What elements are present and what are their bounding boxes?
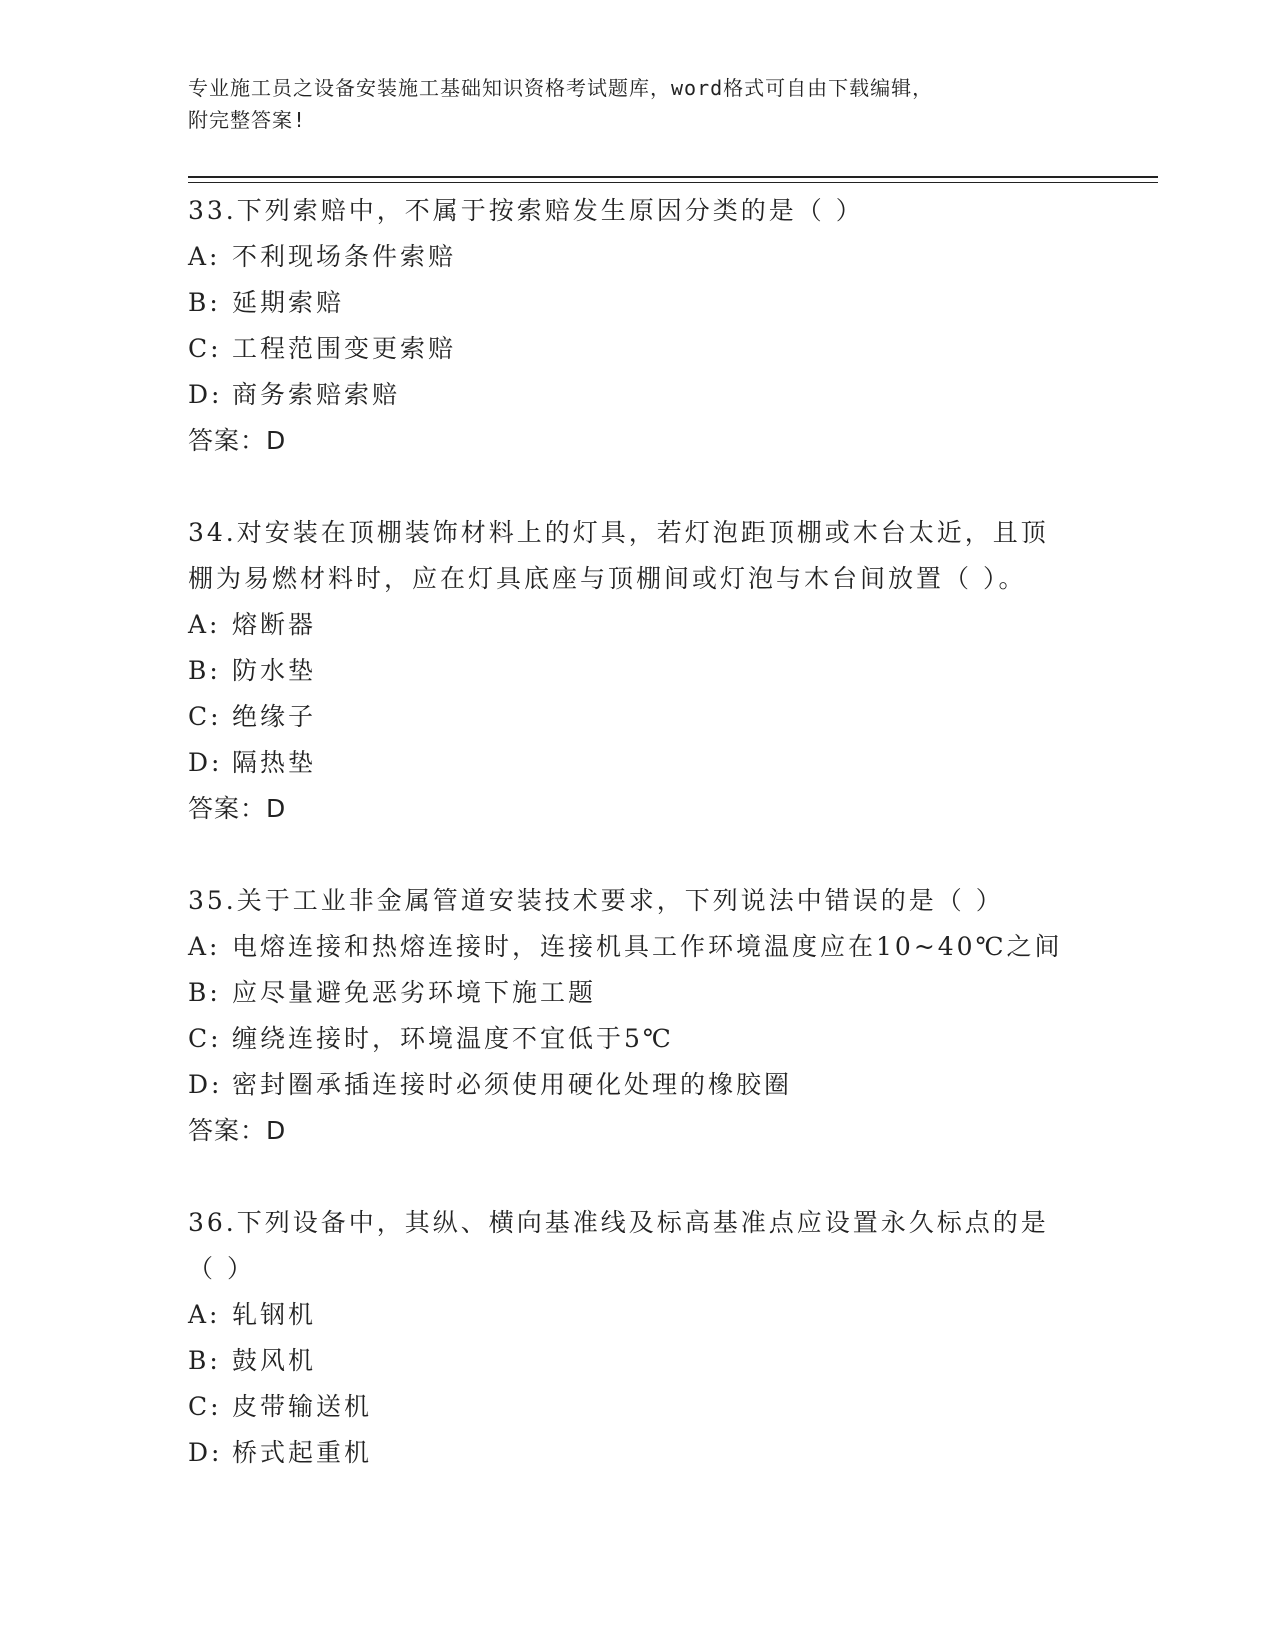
question-stem: 35.关于工业非金属管道安装技术要求，下列说法中错误的是（ ）	[188, 886, 1004, 915]
question-36	[188, 1200, 1088, 1476]
answer-line: 答案：D	[188, 426, 287, 455]
question-35	[188, 878, 1088, 1154]
option-text: 缠绕连接时，环境温度不宜低于5℃	[232, 1024, 674, 1053]
header-divider-thin	[188, 182, 1158, 183]
option-text: 应尽量避免恶劣环境下施工题	[232, 978, 597, 1007]
option-letter: C:	[188, 702, 222, 731]
question-33	[188, 188, 1088, 464]
option-letter: A:	[188, 932, 221, 961]
question-stem: 33.下列索赔中，不属于按索赔发生原因分类的是（ ）	[188, 196, 864, 225]
answer-line: 答案：D	[188, 1116, 287, 1145]
option-text: 熔断器	[232, 610, 317, 639]
option-a	[188, 1292, 1088, 1338]
option-text: 绝缘子	[232, 702, 317, 731]
option-letter: D:	[188, 1438, 223, 1467]
question-stem-line-1: 34.对安装在顶棚装饰材料上的灯具，若灯泡距顶棚或木台太近，且顶	[188, 518, 1049, 547]
option-letter: C:	[188, 334, 222, 363]
option-letter: C:	[188, 1392, 222, 1421]
option-text: 桥式起重机	[232, 1438, 373, 1467]
option-a	[188, 602, 1088, 648]
option-letter: A:	[188, 1300, 221, 1329]
option-letter: B:	[188, 288, 221, 317]
option-text: 工程范围变更索赔	[232, 334, 457, 363]
option-letter: C:	[188, 1024, 222, 1053]
option-text: 密封圈承插连接时必须使用硬化处理的橡胶圈	[232, 1070, 793, 1099]
option-c	[188, 326, 1088, 372]
option-letter: B:	[188, 1346, 221, 1375]
option-letter: D:	[188, 1070, 223, 1099]
option-d	[188, 1430, 1088, 1476]
option-c	[188, 694, 1088, 740]
option-text: 不利现场条件索赔	[232, 242, 457, 271]
option-text: 皮带输送机	[232, 1392, 373, 1421]
option-letter: D:	[188, 748, 223, 777]
option-letter: B:	[188, 978, 221, 1007]
option-a	[188, 924, 1088, 970]
option-text: 延期索赔	[232, 288, 345, 317]
option-b	[188, 280, 1088, 326]
option-d	[188, 372, 1088, 418]
option-letter: B:	[188, 656, 221, 685]
header-line-1: 专业施工员之设备安装施工基础知识资格考试题库，word格式可自由下载编辑，	[188, 76, 934, 100]
question-stem-line-1: 36.下列设备中，其纵、横向基准线及标高基准点应设置永久标点的是	[188, 1208, 1049, 1237]
answer-line: 答案：D	[188, 794, 287, 823]
option-letter: A:	[188, 610, 221, 639]
option-text: 电熔连接和热熔连接时，连接机具工作环境温度应在10~40℃之间	[232, 932, 1063, 961]
question-stem-line-2: （ ）	[188, 1254, 255, 1283]
option-letter: D:	[188, 380, 223, 409]
option-a	[188, 234, 1088, 280]
option-text: 轧钢机	[232, 1300, 317, 1329]
question-34	[188, 510, 1088, 832]
question-stem-line-2: 棚为易燃材料时，应在灯具底座与顶棚间或灯泡与木台间放置（ ）。	[188, 564, 1027, 593]
option-d	[188, 1062, 1088, 1108]
header-line-2: 附完整答案!	[188, 108, 307, 132]
option-text: 鼓风机	[232, 1346, 317, 1375]
option-d	[188, 740, 1088, 786]
option-b	[188, 970, 1088, 1016]
option-letter: A:	[188, 242, 221, 271]
option-b	[188, 1338, 1088, 1384]
header-divider-thick	[188, 176, 1158, 178]
option-c	[188, 1384, 1088, 1430]
option-c	[188, 1016, 1088, 1062]
option-text: 防水垫	[232, 656, 317, 685]
option-text: 商务索赔索赔	[232, 380, 401, 409]
option-text: 隔热垫	[232, 748, 317, 777]
document-header	[188, 72, 1068, 136]
option-b	[188, 648, 1088, 694]
